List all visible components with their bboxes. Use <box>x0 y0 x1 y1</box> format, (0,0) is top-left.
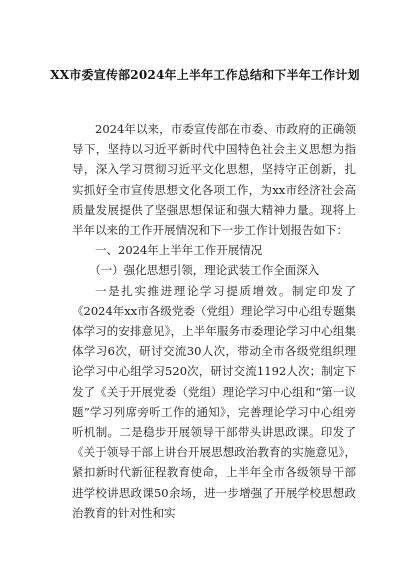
document-body <box>72 119 356 523</box>
document-title: XX市委宣传部2024年上半年工作总结和下半年工作计划 <box>50 68 360 82</box>
subsection-heading: （一）强化思想引领，理论武装工作全面深入 <box>89 263 320 278</box>
section-heading: 一、2024年上半年工作开展情况 <box>95 243 263 258</box>
intro-paragraph: 2024年以来，市委宣传部在市委、市政府的正确领导下，坚持以习近平新时代中国特色社会主义思想为指导，深入学习贯彻习近平文化思想，坚持守正创新，扎实抓好全市宣传思想文化各项工作，为xx市经济社会高质量发展提供了坚强思想保证和强大精神力量。现将上半年以来的工作开展情况和下一步工作计划报告如下： <box>72 122 356 238</box>
body-paragraph: 一是扎实推进理论学习提质增效。制定印发了《2024年xx市各级党委（党组）理论学习中心组专题集体学习的安排意见》，上半年服务市委理论学习中心组集体学习6次，研讨交流30人次，带动全市各级党组织理论学习中心组学习520次，研讨交流1192人次；制定下发了《关于开展党委（党组）理论学习中心组和“第一议题”学习列席旁听工作的通知》，完善理论学习中心组旁听机制。二是稳步开展领导干部带头讲思政课。印发了《关于领导干部上讲台开展思想政治教育的实施意见》，紧扣新时代新征程教育使命，上半年全市各级领导干部进学校讲思政课50余场，进一步增强了开展学校思想政治教育的针对性和实 <box>72 283 356 520</box>
